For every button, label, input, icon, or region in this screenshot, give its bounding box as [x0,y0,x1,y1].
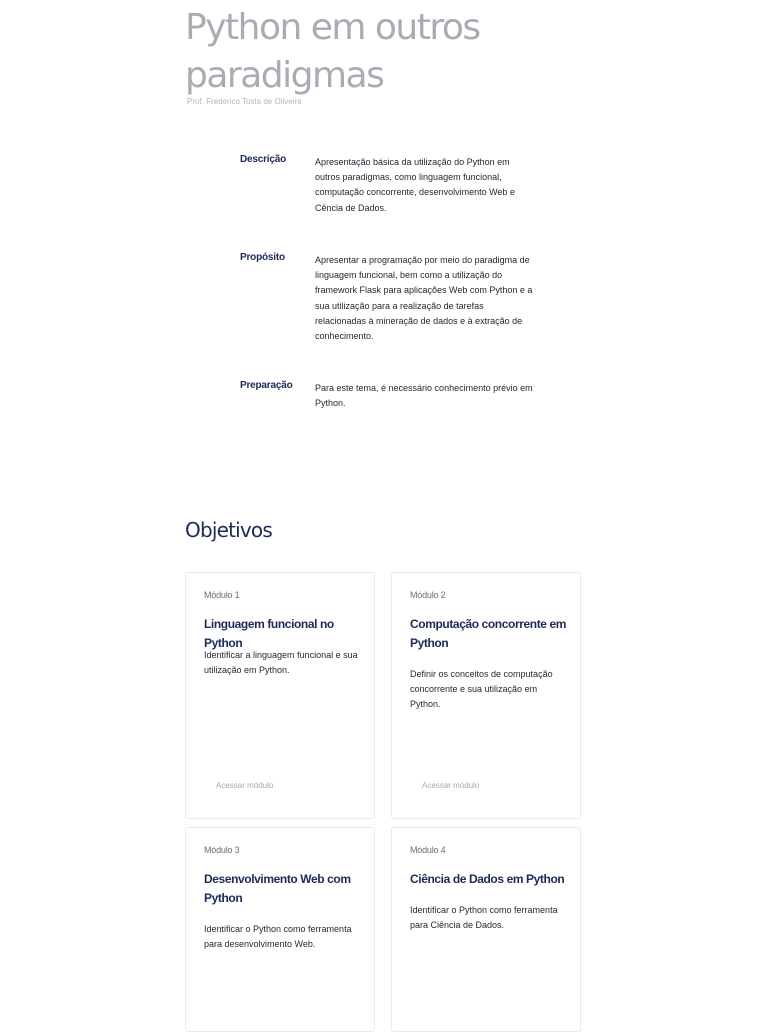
module-card-1 [185,572,375,819]
info-text: Para este tema, é necessário conhecimento prévio em Python. [315,383,533,409]
module-title: Desenvolvimento Web com Python [204,872,351,905]
module-title: Ciência de Dados em Python [410,872,565,886]
author-name: Prof. Frederico Tosta de Oliveira [187,97,302,106]
module-label: Módulo 4 [410,845,446,855]
page-title: Python em outros paradigmas [185,7,480,96]
module-label: Módulo 2 [410,590,446,600]
info-label: Descrição [240,154,287,165]
module-description: Identificar a linguagem funcional e sua utilização em Python. [204,650,358,675]
module-card-4 [391,827,581,1032]
access-module-link[interactable]: Acessar módulo [216,781,274,790]
info-label: Propósito [240,252,285,263]
module-description: Identificar o Python como ferramenta para Ciência de Dados. [410,905,558,930]
module-card-3 [185,827,375,1032]
info-text: Apresentação básica da utilização do Python em outros paradigmas, como linguagem funcional, computação concorrente, desenvolvimento Web e Cência de Dados. [315,157,515,213]
module-card-2 [391,572,581,819]
module-label: Módulo 1 [204,590,240,600]
objectives-title: Objetivos [185,518,272,542]
info-text: Apresentar a programação por meio do paradigma de linguagem funcional, bem como a utilização do framework Flask para aplicações Web com Python e a sua utilização para a realização de tarefas relacionadas à mineração de dados e à extração de conhecimento. [315,255,533,342]
module-label: Módulo 3 [204,845,240,855]
module-description: Identificar o Python como ferramenta para desenvolvimento Web. [204,924,352,949]
module-title: Computação concorrente em Python [410,617,567,650]
module-description: Definir os conceitos de computação concorrente e sua utilização em Python. [410,669,553,709]
info-label: Preparação [240,380,293,391]
access-module-link[interactable]: Acessar módulo [422,781,480,790]
module-title: Linguagem funcional no Python [204,617,334,650]
